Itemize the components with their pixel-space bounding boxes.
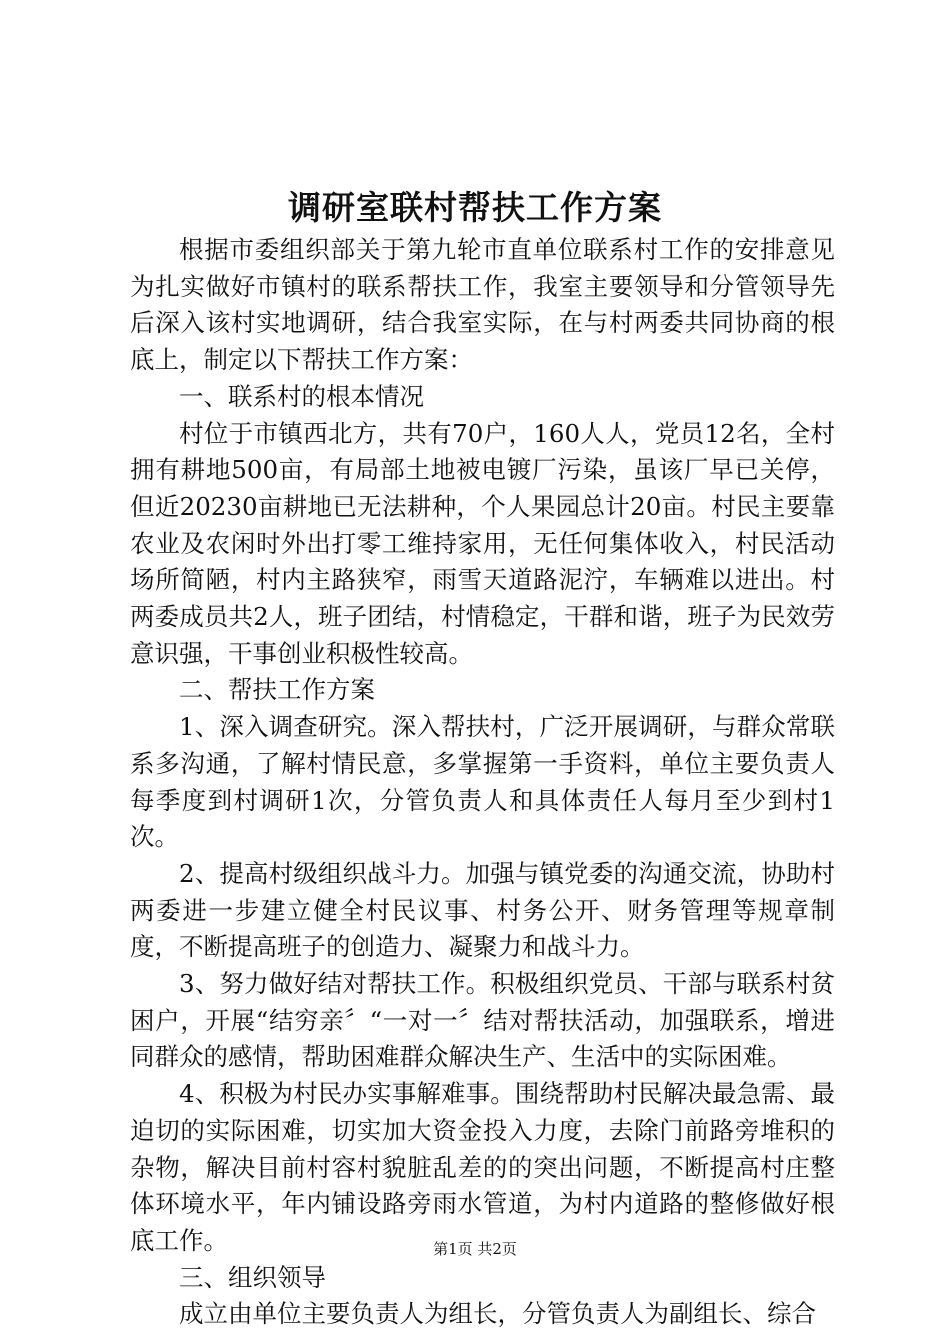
page-footer: 第1页 共2页: [433, 1240, 517, 1258]
section-heading-3: 三、组织领导: [179, 1262, 326, 1292]
paragraph-intro: 根据市委组织部关于第九轮市直单位联系村工作的安排意见为扎实做好市镇村的联系帮扶工作，我室主要领导和分管领导先后深入该村实地调研，结合我室实际，在与村两委共同协商的根底上，制定以下帮扶工作方案：: [130, 235, 835, 375]
paragraph-item-1: 1、深入调查研究。深入帮扶村，广泛开展调研，与群众常联系多沟通，了解村情民意，多掌握第一手资料，单位主要负责人每季度到村调研1次，分管负责人和具体责任人每月至少到村1次。: [130, 712, 835, 852]
document-body: [130, 232, 835, 1333]
paragraph-item-4: 4、积极为村民办实事解难事。围绕帮助村民解决最急需、最迫切的实际困难，切实加大资金投入力度，去除门前路旁堆积的杂物，解决目前村容村貌脏乱差的的突出问题，不断提高村庄整体环境水平，年内铺设路旁雨水管道，为村内道路的整修做好根底工作。: [130, 1079, 835, 1255]
paragraph-village-info: 村位于市镇西北方，共有70户，160人人，党员12名，全村拥有耕地500亩，有局部土地被电镀厂污染，虽该厂早已关停，但近20230亩耕地已无法耕种，个人果园总计20亩。村民主要靠农业及农闲时外出打零工维持家用，无任何集体收入，村民活动场所简陋，村内主路狭窄，雨雪天道路泥泞，车辆难以进出。村两委成员共2人，班子团结，村情稳定，干群和谐，班子为民效劳意识强，干事创业积极性较高。: [130, 418, 835, 668]
paragraph-item-3: 3、努力做好结对帮扶工作。积极组织党员、干部与联系村贫困户，开展“结穷亲〞“一对一〞结对帮扶活动，加强联系，增进同群众的感情，帮助困难群众解决生产、生活中的实际困难。: [130, 969, 835, 1072]
paragraph-organization: 成立由单位主要负责人为组长，分管负责人为副组长、综合: [179, 1299, 816, 1329]
paragraph-item-2: 2、提高村级组织战斗力。加强与镇党委的沟通交流，协助村两委进一步建立健全村民议事、村务公开、财务管理等规章制度，不断提高班子的创造力、凝聚力和战斗力。: [130, 858, 835, 962]
section-heading-1: 一、联系村的根本情况: [179, 381, 424, 411]
document-title: 调研室联村帮扶工作方案: [288, 188, 662, 227]
section-heading-2: 二、帮扶工作方案: [179, 675, 375, 705]
